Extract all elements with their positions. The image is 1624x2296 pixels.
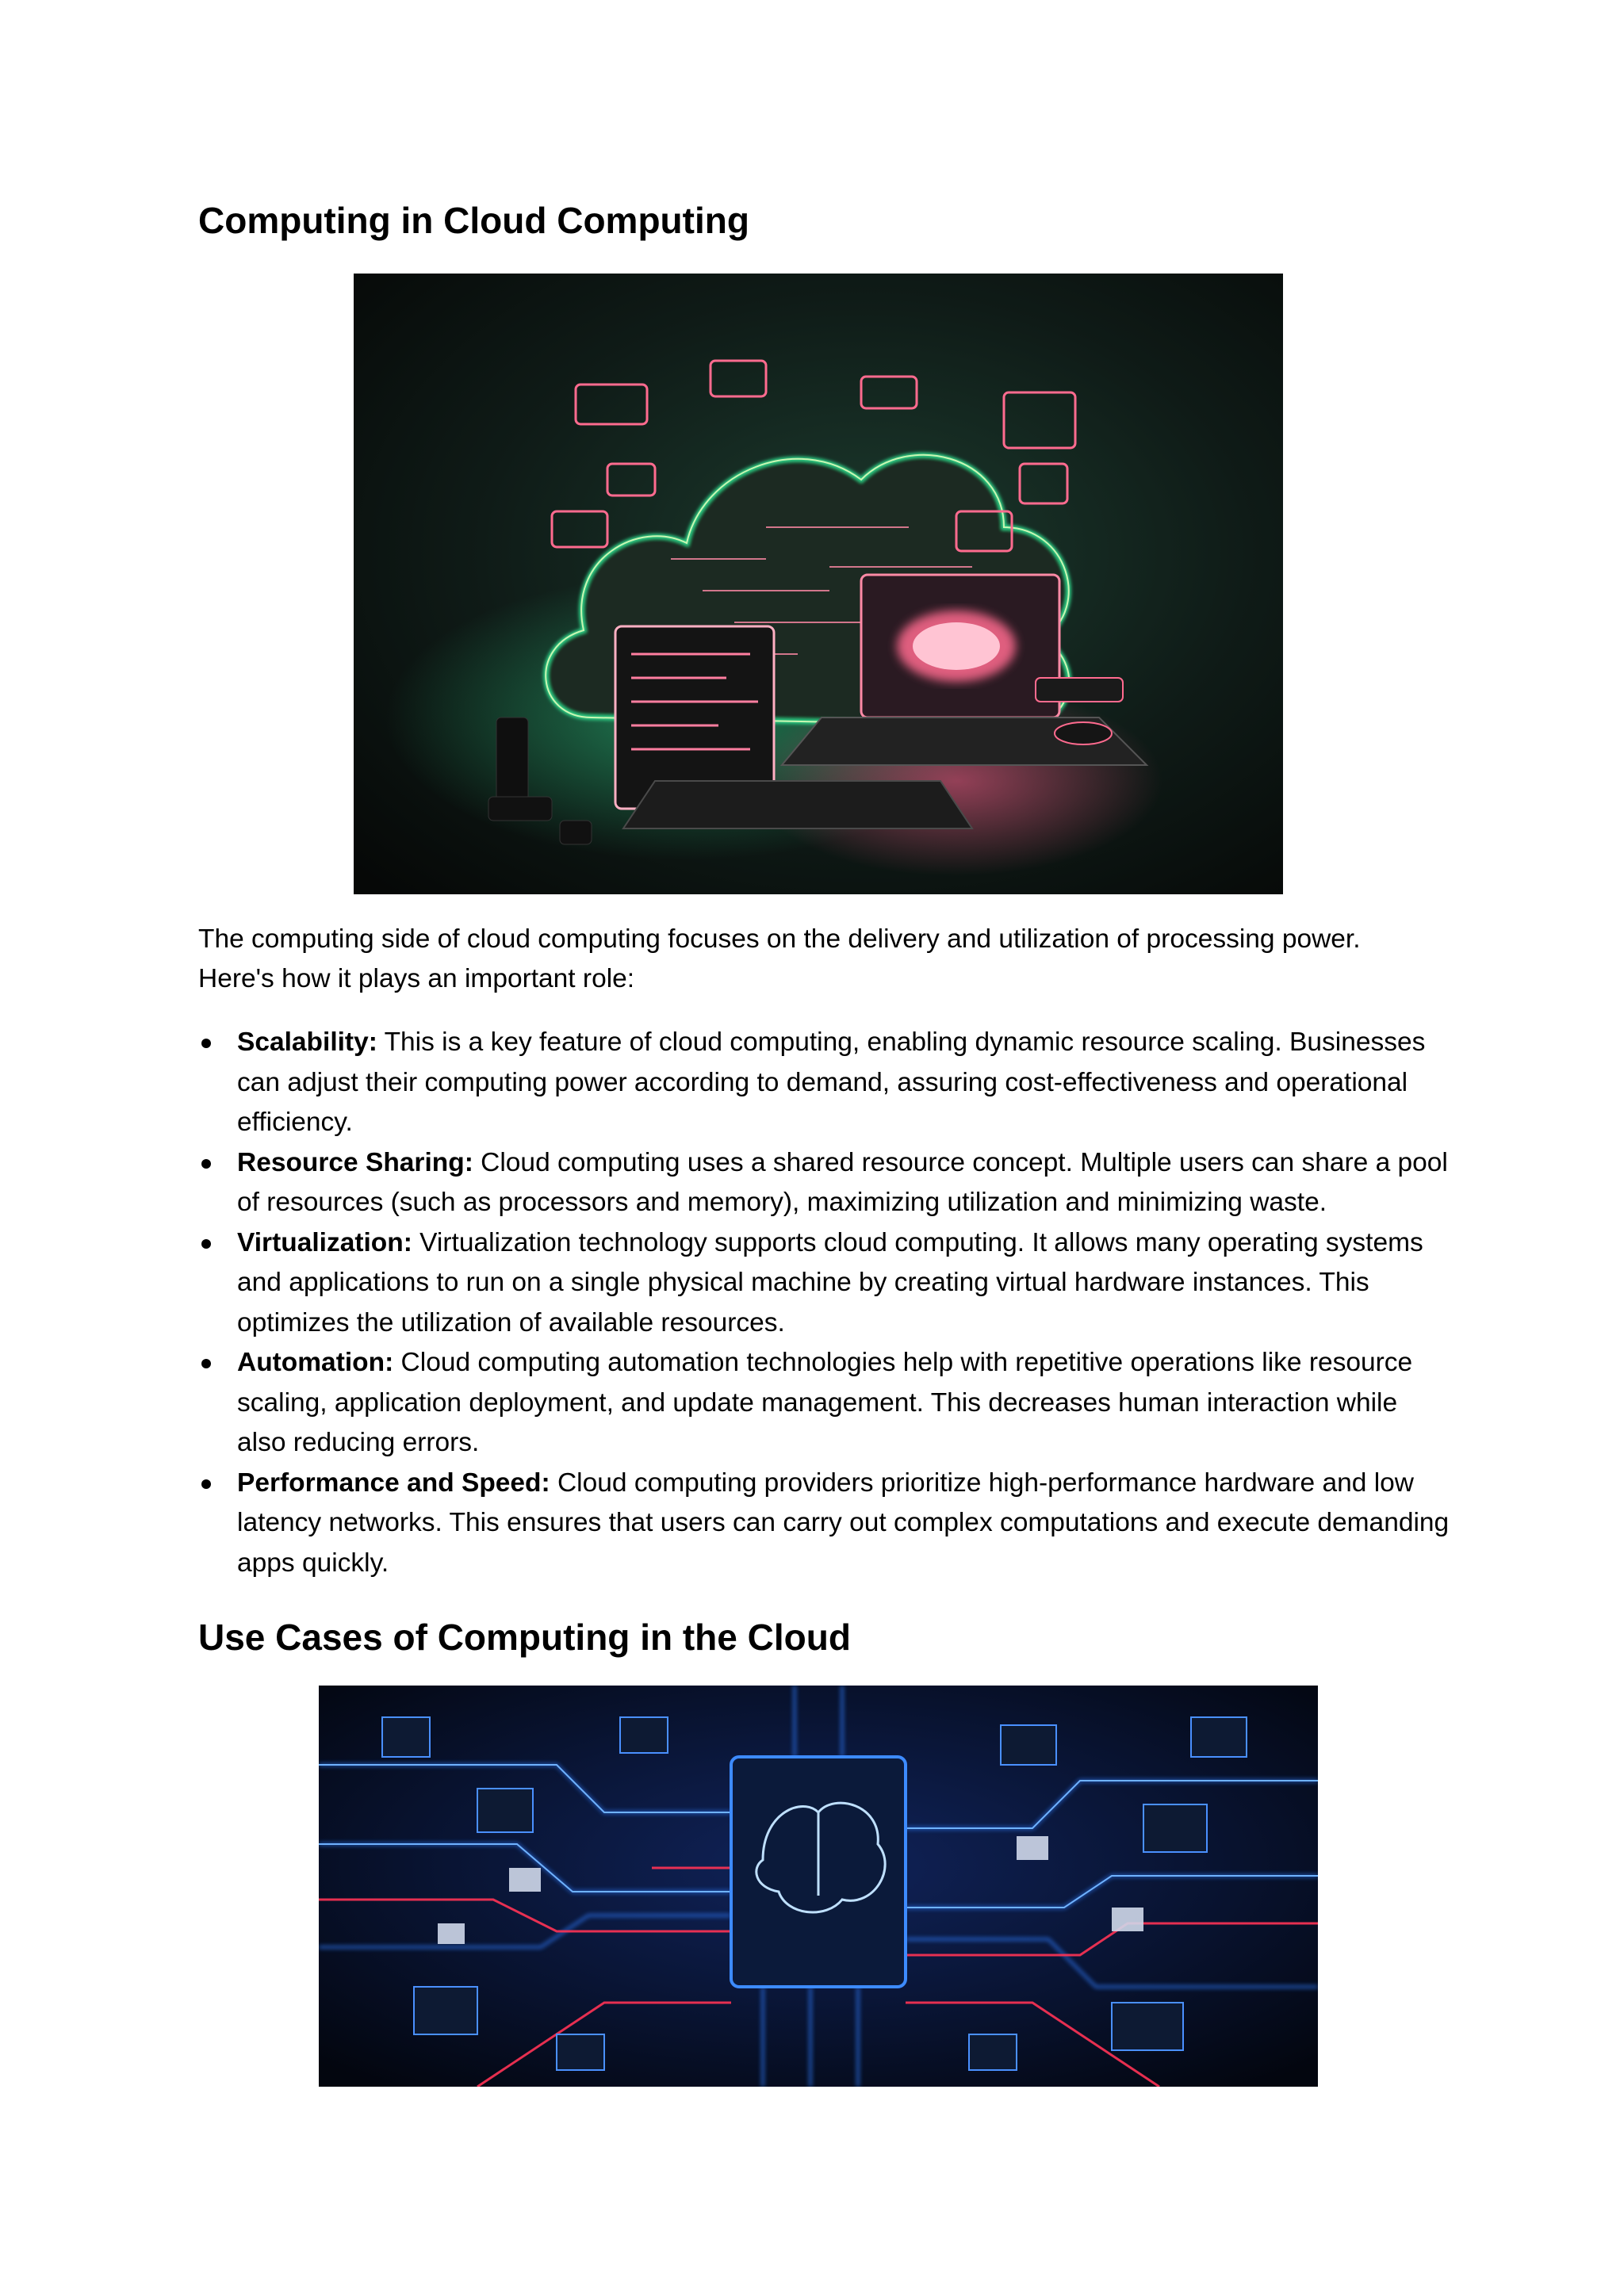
intro-paragraph: The computing side of cloud computing focuses on the delivery and utilization of processing power. Here's how it plays an important role: [198, 924, 1361, 993]
list-item-term: Automation: [237, 1348, 394, 1377]
computing-roles-list [198, 1023, 1451, 1583]
bullet-icon [201, 1239, 211, 1249]
list-item-resource-sharing [198, 1143, 1451, 1223]
list-item-text: Cloud computing automation technologies help with repetitive operations like resource scaling, application deployment, and update management. This decreases human interaction while also reducing errors. [237, 1348, 1413, 1457]
list-item-term: Resource Sharing: [237, 1147, 473, 1177]
list-item-text: Cloud computing providers prioritize high-performance hardware and low latency networks. This ensures that users can carry out complex computations and execute demanding apps quickly. [237, 1468, 1450, 1578]
list-item-scalability [198, 1023, 1451, 1143]
bullet-icon [201, 1359, 211, 1368]
list-item-text: This is a key feature of cloud computing, enabling dynamic resource scaling. Businesses can adjust their computing power according to demand, assuring cost-effectiveness and operational efficiency. [237, 1027, 1426, 1137]
list-item-performance [198, 1464, 1451, 1584]
section-heading-computing: Computing in Cloud Computing [198, 200, 749, 241]
list-item-term: Performance and Speed: [237, 1468, 550, 1498]
section-heading-use-cases: Use Cases of Computing in the Cloud [198, 1617, 851, 1658]
bullet-icon [201, 1479, 211, 1489]
list-item-text: Cloud computing uses a shared resource concept. Multiple users can share a pool of resources (such as processors and memory), maximizing utilization and minimizing waste. [237, 1147, 1448, 1217]
circuit-brain-image [319, 1686, 1318, 2087]
cloud-computing-image [354, 274, 1283, 894]
list-item-term: Virtualization: [237, 1227, 412, 1257]
cloud-computing-illustration [354, 274, 1283, 894]
list-item-automation [198, 1343, 1451, 1464]
list-item-term: Scalability: [237, 1027, 377, 1057]
bullet-icon [201, 1159, 211, 1169]
list-item-text: Virtualization technology supports cloud computing. It allows many operating systems and applications to run on a single physical machine by creating virtual hardware instances. This optimizes the utilization of available resources. [237, 1227, 1423, 1337]
list-item-virtualization [198, 1223, 1451, 1344]
circuit-board-illustration [319, 1686, 1318, 2087]
bullet-icon [201, 1039, 211, 1048]
